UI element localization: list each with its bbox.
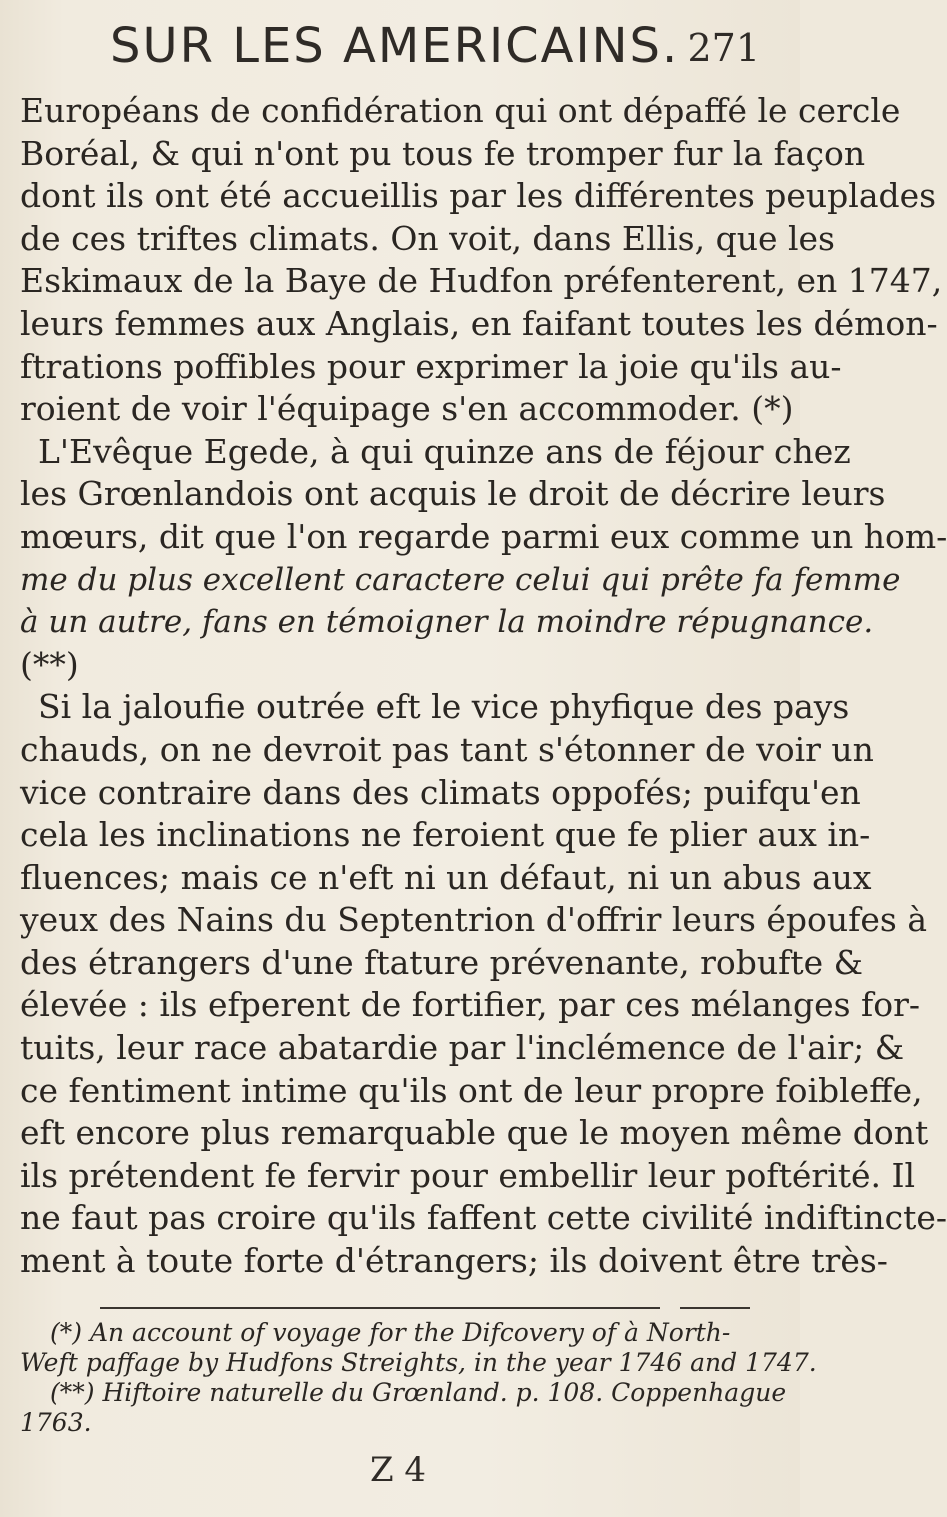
footnote-rule xyxy=(100,1307,660,1309)
footnote-line: Weft paffage by Hudfons Streights, in the year 1746 and 1747. xyxy=(20,1348,817,1377)
text-line: les Grœnlandois ont acquis le droit de décrire leurs xyxy=(20,474,886,514)
footnote-line: (**) Hiftoire naturelle du Grœnland. p. 108. Coppenhague xyxy=(50,1378,787,1407)
text-line: de ces triftes climats. On voit, dans Ellis, que les xyxy=(20,218,835,258)
text-line: fluences; mais ce n'eft ni un défaut, ni un abus aux xyxy=(20,857,872,897)
text-line: leurs femmes aux Anglais, en faifant toutes les démon- xyxy=(20,303,938,343)
page-header xyxy=(60,14,760,84)
text-line: chauds, on ne devroit pas tant s'étonner de voir un xyxy=(20,729,874,769)
text-line: (**) xyxy=(20,644,79,684)
text-line: L'Evêque Egede, à qui quinze ans de féjour chez xyxy=(38,431,851,471)
page-number: 271 xyxy=(687,26,760,70)
text-line: à un autre, fans en témoigner la moindre répugnance. xyxy=(20,604,874,641)
text-line: mœurs, dit que l'on regarde parmi eux comme un hom- xyxy=(20,516,947,556)
text-line: dont ils ont été accueillis par les différentes peuplades xyxy=(20,176,937,216)
text-line: Boréal, & qui n'ont pu tous fe tromper fur la façon xyxy=(20,133,866,173)
text-line: roient de voir l'équipage s'en accommoder. (*) xyxy=(20,389,794,429)
text-line: vice contraire dans des climats oppofés; puifqu'en xyxy=(20,772,861,812)
text-line: des étrangers d'une ftature prévenante, robufte & xyxy=(20,942,864,982)
text-line: Européans de confidération qui ont dépaffé le cercle xyxy=(20,91,901,130)
text-line: ils prétendent fe fervir pour embellir leur poftérité. Il xyxy=(20,1155,916,1195)
text-line: élevée : ils efperent de fortifier, par ces mélanges for- xyxy=(20,985,921,1025)
text-line: Eskimaux de la Baye de Hudfon préfenterent, en 1747, xyxy=(20,261,943,301)
text-line: Si la jaloufie outrée eft le vice phyfique des pays xyxy=(38,687,850,727)
footnote-line: 1763. xyxy=(20,1408,92,1437)
text-line: cela les inclinations ne feroient que fe plier aux in- xyxy=(20,815,871,855)
text-line: ftrations poffibles pour exprimer la joie qu'ils au- xyxy=(20,346,842,386)
main-text-block xyxy=(20,90,947,1283)
signature-mark: Z 4 xyxy=(370,1450,427,1490)
footnotes-block xyxy=(20,1318,817,1438)
text-line: ne faut pas croire qu'ils faffent cette civilité indiftincte- xyxy=(20,1198,947,1238)
footnote-rule-short xyxy=(680,1307,750,1309)
text-line: ment à toute forte d'étrangers; ils doivent être très- xyxy=(20,1241,888,1281)
text-line: yeux des Nains du Septentrion d'offrir leurs époufes à xyxy=(20,900,928,940)
text-line: tuits, leur race abatardie par l'inclémence de l'air; & xyxy=(20,1028,905,1068)
text-line: me du plus excellent caractere celui qui prête fa femme xyxy=(20,561,901,598)
footnote-line: (*) An account of voyage for the Difcovery of à North- xyxy=(50,1318,731,1347)
text-line: ce fentiment intime qu'ils ont de leur propre foibleffe, xyxy=(20,1070,923,1110)
text-line: eft encore plus remarquable que le moyen même dont xyxy=(20,1113,929,1153)
running-title: SUR LES AMERICAINS. xyxy=(110,18,680,74)
